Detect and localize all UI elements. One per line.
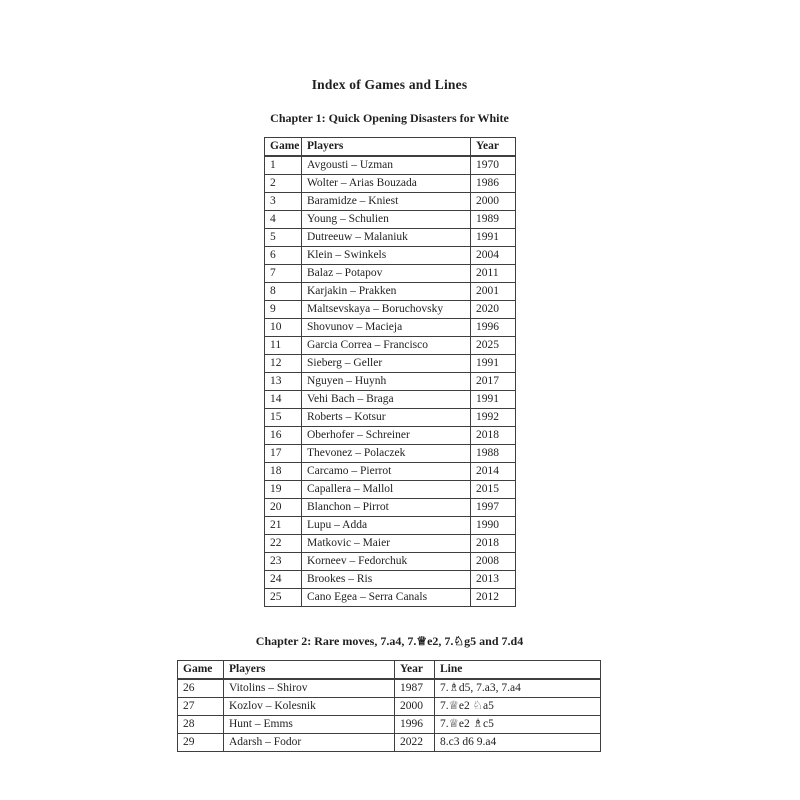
cell-players: Adarsh – Fodor [224, 734, 395, 752]
column-header-year: Year [395, 661, 435, 680]
cell-year: 1996 [395, 716, 435, 734]
cell-year: 2022 [395, 734, 435, 752]
cell-line: 7.♕e2 ♗c5 [435, 716, 601, 734]
table-row [265, 193, 516, 211]
cell-players: Wolter – Arias Bouzada [302, 175, 471, 193]
table-row [265, 156, 516, 175]
column-header-line: Line [435, 661, 601, 680]
column-header-game: Game [178, 661, 224, 680]
cell-game: 17 [265, 445, 302, 463]
cell-game: 14 [265, 391, 302, 409]
cell-year: 1996 [471, 319, 516, 337]
table-row [265, 355, 516, 373]
cell-game: 22 [265, 535, 302, 553]
cell-year: 2025 [471, 337, 516, 355]
cell-game: 20 [265, 499, 302, 517]
column-header-game: Game [265, 138, 302, 157]
cell-year: 1970 [471, 156, 516, 175]
cell-game: 2 [265, 175, 302, 193]
table-row [265, 247, 516, 265]
table-row [265, 499, 516, 517]
cell-year: 2017 [471, 373, 516, 391]
page-title: Index of Games and Lines [311, 77, 468, 92]
cell-year: 2018 [471, 427, 516, 445]
table-row [178, 734, 601, 752]
cell-game: 7 [265, 265, 302, 283]
cell-line: 8.c3 d6 9.a4 [435, 734, 601, 752]
cell-game: 26 [178, 679, 224, 698]
cell-year: 2015 [471, 481, 516, 499]
table-row [265, 337, 516, 355]
cell-game: 12 [265, 355, 302, 373]
column-header-players: Players [224, 661, 395, 680]
cell-year: 1986 [471, 175, 516, 193]
cell-year: 2014 [471, 463, 516, 481]
table-row [265, 571, 516, 589]
cell-players: Hunt – Emms [224, 716, 395, 734]
cell-year: 2018 [471, 535, 516, 553]
cell-players: Avgousti – Uzman [302, 156, 471, 175]
cell-players: Vehi Bach – Braga [302, 391, 471, 409]
cell-players: Klein – Swinkels [302, 247, 471, 265]
chapter1-games-table [264, 137, 516, 607]
table-header-row [265, 138, 516, 157]
table-row [265, 553, 516, 571]
table-row [265, 535, 516, 553]
table-row [265, 265, 516, 283]
cell-game: 21 [265, 517, 302, 535]
cell-players: Matkovic – Maier [302, 535, 471, 553]
cell-year: 2000 [395, 698, 435, 716]
cell-year: 1988 [471, 445, 516, 463]
cell-year: 1987 [395, 679, 435, 698]
table-row [178, 716, 601, 734]
cell-players: Roberts – Kotsur [302, 409, 471, 427]
cell-year: 2011 [471, 265, 516, 283]
column-header-year: Year [471, 138, 516, 157]
table-row [265, 319, 516, 337]
cell-game: 13 [265, 373, 302, 391]
chapter2-games-table [177, 660, 601, 752]
table-row [265, 391, 516, 409]
table-row [265, 283, 516, 301]
table-row [265, 175, 516, 193]
cell-game: 19 [265, 481, 302, 499]
cell-players: Shovunov – Macieja [302, 319, 471, 337]
cell-game: 18 [265, 463, 302, 481]
cell-game: 16 [265, 427, 302, 445]
cell-year: 1991 [471, 391, 516, 409]
cell-game: 28 [178, 716, 224, 734]
cell-players: Cano Egea – Serra Canals [302, 589, 471, 607]
cell-year: 2004 [471, 247, 516, 265]
cell-players: Kozlov – Kolesnik [224, 698, 395, 716]
cell-players: Oberhofer – Schreiner [302, 427, 471, 445]
cell-year: 2008 [471, 553, 516, 571]
cell-players: Carcamo – Pierrot [302, 463, 471, 481]
cell-players: Maltsevskaya – Boruchovsky [302, 301, 471, 319]
table-row [265, 409, 516, 427]
cell-players: Young – Schulien [302, 211, 471, 229]
cell-year: 1991 [471, 355, 516, 373]
cell-year: 1990 [471, 517, 516, 535]
cell-players: Vitolins – Shirov [224, 679, 395, 698]
cell-game: 24 [265, 571, 302, 589]
cell-game: 5 [265, 229, 302, 247]
cell-year: 1997 [471, 499, 516, 517]
cell-players: Baramidze – Kniest [302, 193, 471, 211]
cell-game: 9 [265, 301, 302, 319]
table-row [265, 589, 516, 607]
cell-year: 1991 [471, 229, 516, 247]
cell-players: Balaz – Potapov [302, 265, 471, 283]
cell-year: 2012 [471, 589, 516, 607]
cell-line: 7.♕e2 ♘a5 [435, 698, 601, 716]
cell-game: 10 [265, 319, 302, 337]
table-row [265, 517, 516, 535]
cell-year: 2020 [471, 301, 516, 319]
cell-game: 11 [265, 337, 302, 355]
cell-game: 8 [265, 283, 302, 301]
cell-players: Thevonez – Polaczek [302, 445, 471, 463]
table-header-row [178, 661, 601, 680]
cell-game: 1 [265, 156, 302, 175]
column-header-players: Players [302, 138, 471, 157]
cell-players: Brookes – Ris [302, 571, 471, 589]
table-row [178, 679, 601, 698]
cell-game: 4 [265, 211, 302, 229]
table-row [265, 211, 516, 229]
table-row [265, 481, 516, 499]
cell-players: Blanchon – Pirrot [302, 499, 471, 517]
table-row [265, 229, 516, 247]
cell-players: Lupu – Adda [302, 517, 471, 535]
table-row [265, 445, 516, 463]
cell-players: Capallera – Mallol [302, 481, 471, 499]
cell-game: 15 [265, 409, 302, 427]
table-row [265, 373, 516, 391]
cell-players: Sieberg – Geller [302, 355, 471, 373]
cell-line: 7.♗d5, 7.a3, 7.a4 [435, 679, 601, 698]
table-row [265, 463, 516, 481]
cell-year: 1989 [471, 211, 516, 229]
cell-game: 29 [178, 734, 224, 752]
cell-game: 27 [178, 698, 224, 716]
cell-game: 25 [265, 589, 302, 607]
cell-players: Nguyen – Huynh [302, 373, 471, 391]
cell-game: 3 [265, 193, 302, 211]
cell-year: 2000 [471, 193, 516, 211]
cell-players: Garcia Correa – Francisco [302, 337, 471, 355]
cell-game: 6 [265, 247, 302, 265]
cell-year: 2001 [471, 283, 516, 301]
cell-players: Karjakin – Prakken [302, 283, 471, 301]
cell-players: Korneev – Fedorchuk [302, 553, 471, 571]
cell-game: 23 [265, 553, 302, 571]
table-row [178, 698, 601, 716]
chapter1-heading: Chapter 1: Quick Opening Disasters for White [270, 111, 509, 125]
cell-year: 1992 [471, 409, 516, 427]
cell-year: 2013 [471, 571, 516, 589]
cell-players: Dutreeuw – Malaniuk [302, 229, 471, 247]
table-row [265, 427, 516, 445]
page-content [0, 77, 779, 752]
chapter2-heading: Chapter 2: Rare moves, 7.a4, 7.♕e2, 7.♘g5 and 7.d4 [255, 634, 524, 648]
table-row [265, 301, 516, 319]
